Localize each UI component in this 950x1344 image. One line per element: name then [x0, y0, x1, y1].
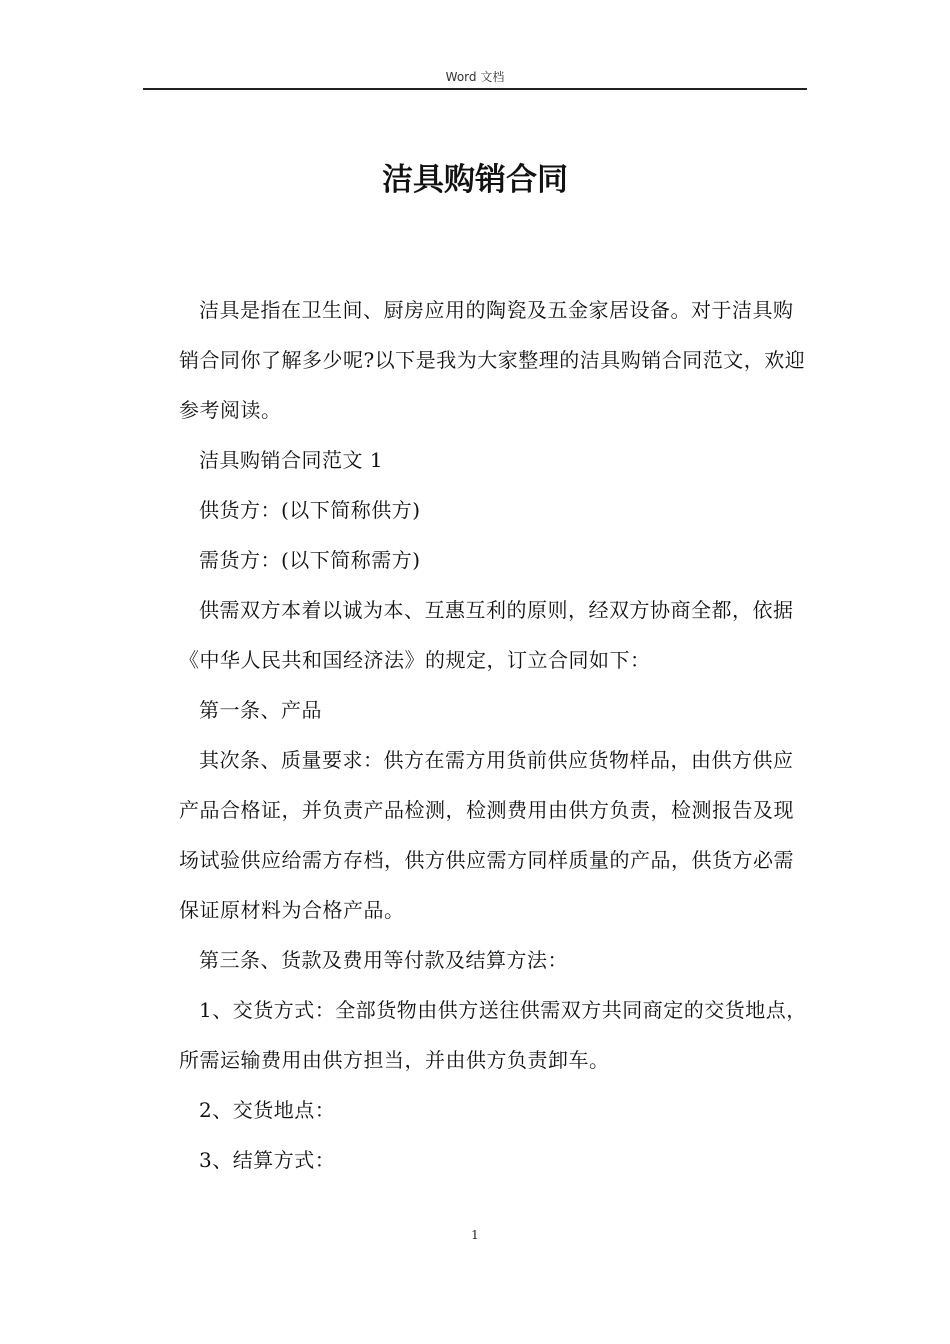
paragraph-supplier: 供货方：(以下简称供方): [199, 498, 421, 522]
paragraph-article-3: 第三条、货款及费用等付款及结算方法：: [199, 948, 568, 972]
page-header: [143, 66, 807, 90]
document-title: 洁具购销合同: [382, 162, 568, 198]
paragraph-preamble: 供需双方本着以诚为本、互惠互利的原则，经双方协商全都，依据《中华人民共和国经济法》的规定，订立合同如下：: [179, 598, 794, 672]
paragraph-intro: 洁具是指在卫生间、厨房应用的陶瓷及五金家居设备。对于洁具购销合同你了解多少呢?以下是我为大家整理的洁具购销合同范文，欢迎参考阅读。: [179, 298, 806, 422]
paragraph-article-2: 其次条、质量要求：供方在需方用货前供应货物样品，由供方供应产品合格证，并负责产品检测，检测费用由供方负责，检测报告及现场试验供应给需方存档，供方供应需方同样质量的产品，供货方必需保证原材料为合格产品。: [179, 748, 794, 922]
header-text: Word 文档: [445, 70, 505, 84]
paragraph-item-3: 3、结算方式：: [199, 1148, 336, 1172]
paragraph-item-2: 2、交货地点：: [199, 1098, 336, 1122]
paragraph-buyer: 需货方：(以下简称需方): [199, 548, 421, 572]
page-number: 1: [471, 1228, 479, 1242]
paragraph-sample-heading: 洁具购销合同范文 1: [199, 448, 384, 472]
document-body: [179, 285, 807, 1185]
paragraph-article-1: 第一条、产品: [199, 698, 322, 722]
paragraph-item-1: 1、交货方式：全部货物由供方送往供需双方共同商定的交货地点，所需运输费用由供方担当，并由供方负责卸车。: [179, 998, 807, 1072]
